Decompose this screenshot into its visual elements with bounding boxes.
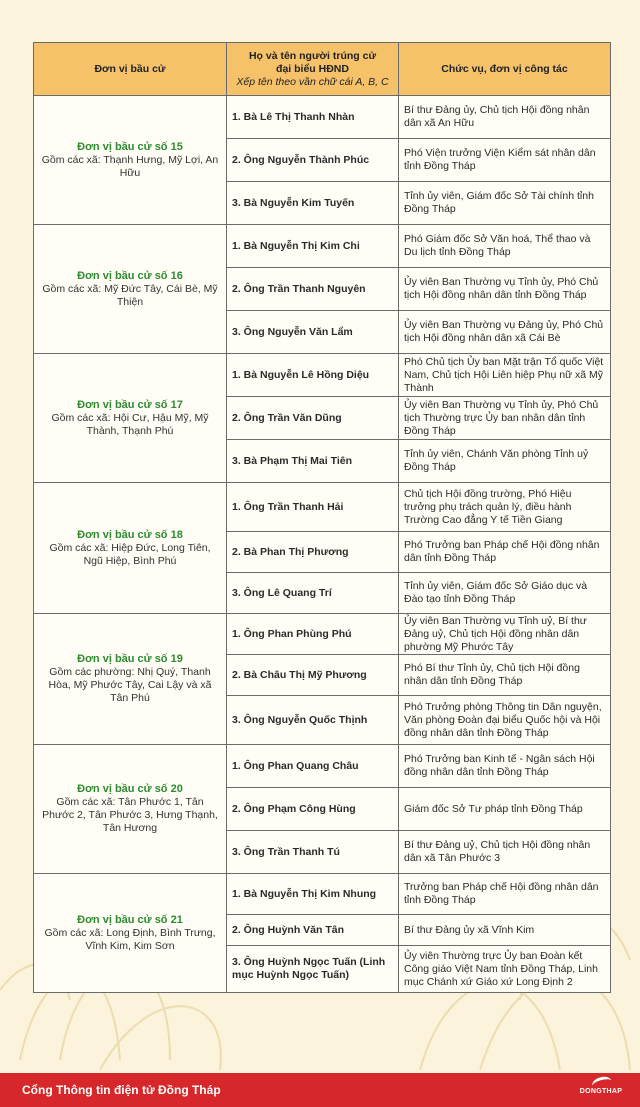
person-position: Tỉnh ủy viên, Giám đốc Sở Tài chính tỉnh Đồng Tháp: [399, 182, 611, 225]
person-name: 2. Ông Trần Văn Dũng: [227, 397, 399, 440]
person-position: Bí thư Đảng ủy xã Vĩnh Kim: [399, 915, 611, 946]
table-row: [34, 745, 611, 788]
person-name: 3. Ông Trần Thanh Tú: [227, 831, 399, 874]
portal-name: Cổng Thông tin điện tử Đồng Tháp: [22, 1083, 221, 1097]
person-position: Ủy viên Ban Thường vụ Đảng ủy, Phó Chủ tịch Hội đồng nhân dân xã Cái Bè: [399, 311, 611, 354]
person-name: 3. Ông Huỳnh Ngọc Tuấn (Linh mục Huỳnh Ngọc Tuấn): [227, 946, 399, 993]
unit-cell: [34, 483, 227, 614]
table-row: [34, 483, 611, 532]
person-position: Phó Trưởng ban Kinh tế - Ngân sách Hội đồng nhân dân tỉnh Đồng Tháp: [399, 745, 611, 788]
table-row: [34, 225, 611, 268]
person-name: 3. Ông Lê Quang Trí: [227, 573, 399, 614]
person-name: 3. Bà Nguyễn Kim Tuyến: [227, 182, 399, 225]
unit-description: Gồm các xã: Thạnh Hưng, Mỹ Lợi, An Hữu: [41, 153, 219, 179]
unit-cell: [34, 354, 227, 483]
unit-description: Gồm các xã: Tân Phước 1, Tân Phước 2, Tân Phước 3, Hưng Thạnh, Tân Hương: [42, 796, 218, 834]
person-position: Phó Viện trưởng Viện Kiểm sát nhân dân tỉnh Đồng Tháp: [399, 139, 611, 182]
person-name: 2. Ông Trần Thanh Nguyên: [227, 268, 399, 311]
person-name: 1. Bà Nguyễn Thị Kim Nhung: [227, 874, 399, 915]
person-position: Tỉnh ủy viên, Chánh Văn phòng Tỉnh uỷ Đồng Tháp: [399, 440, 611, 483]
person-name: 1. Bà Lê Thị Thanh Nhàn: [227, 96, 399, 139]
person-name: 3. Ông Nguyễn Quốc Thịnh: [227, 696, 399, 745]
header-unit: [34, 43, 227, 96]
unit-name: Đơn vị bầu cử số 18: [77, 528, 183, 541]
person-position: Ủy viên Ban Thường vụ Tỉnh uỷ, Bí thư Đảng uỷ, Chủ tịch Hội đồng nhân dân phường Mỹ Phước Tây: [399, 614, 611, 655]
person-position: Bí thư Đảng uỷ, Chủ tịch Hội đồng nhân dân xã Tân Phước 3: [399, 831, 611, 874]
unit-description: Gồm các xã: Hội Cư, Hậu Mỹ, Mỹ Thành, Thạnh Phú: [51, 411, 209, 437]
unit-name: Đơn vị bầu cử số 17: [77, 398, 183, 411]
unit-name: Đơn vị bầu cử số 21: [77, 913, 183, 926]
table-row: [34, 354, 611, 397]
person-name: 2. Ông Huỳnh Văn Tân: [227, 915, 399, 946]
unit-name: Đơn vị bầu cử số 15: [77, 140, 183, 153]
header-position: [399, 43, 611, 96]
person-position: Chủ tịch Hội đồng trường, Phó Hiệu trưởng phụ trách quản lý, điều hành Trường Cao đẳng Y tế Tiền Giang: [399, 483, 611, 532]
person-position: Phó Chủ tịch Ủy ban Mặt trận Tổ quốc Việt Nam, Chủ tịch Hội Liên hiệp Phụ nữ xã Mỹ Thành: [399, 354, 611, 397]
person-name: 2. Bà Châu Thị Mỹ Phương: [227, 655, 399, 696]
header-unit-label: Đơn vị bầu cử: [94, 62, 166, 75]
unit-description: Gồm các xã: Mỹ Đức Tây, Cái Bè, Mỹ Thiện: [42, 282, 218, 308]
table-row: [34, 96, 611, 139]
header-person-sub: Xếp tên theo vần chữ cái A, B, C: [236, 75, 389, 88]
person-position: Phó Giám đốc Sở Văn hoá, Thể thao và Du lịch tỉnh Đồng Tháp: [399, 225, 611, 268]
person-position: Ủy viên Thường trực Ủy ban Đoàn kết Công giáo Việt Nam tỉnh Đồng Tháp, Linh mục Chánh xứ Giáo xứ Long Định 2: [399, 946, 611, 993]
person-name: 3. Bà Phạm Thị Mai Tiên: [227, 440, 399, 483]
header-person-line1: Họ và tên người trúng cử: [248, 49, 377, 62]
unit-name: Đơn vị bầu cử số 19: [77, 653, 183, 665]
person-position: Bí thư Đảng ủy, Chủ tịch Hội đồng nhân dân xã An Hữu: [399, 96, 611, 139]
unit-cell: [34, 745, 227, 874]
person-position: Ủy viên Ban Thường vụ Tỉnh ủy, Phó Chủ tịch Hội đồng nhân dân tỉnh Đồng Tháp: [399, 268, 611, 311]
person-name: 1. Ông Trần Thanh Hải: [227, 483, 399, 532]
unit-name: Đơn vị bầu cử số 16: [77, 269, 183, 282]
person-name: 2. Bà Phan Thị Phương: [227, 532, 399, 573]
person-position: Tỉnh ủy viên, Giám đốc Sở Giáo dục và Đào tạo tỉnh Đồng Tháp: [399, 573, 611, 614]
footer-bar: [0, 1073, 640, 1107]
person-name: 2. Ông Nguyễn Thành Phúc: [227, 139, 399, 182]
person-name: 2. Ông Phạm Công Hùng: [227, 788, 399, 831]
unit-cell: [34, 96, 227, 225]
unit-cell: [34, 874, 227, 993]
person-name: 3. Ông Nguyễn Văn Lẩm: [227, 311, 399, 354]
dongthap-logo: [570, 1077, 632, 1103]
header-person: [227, 43, 399, 96]
header-position-label: Chức vụ, đơn vị công tác: [441, 62, 568, 75]
table-header-row: [34, 43, 611, 96]
person-position: Phó Trưởng ban Pháp chế Hội đồng nhân dân tỉnh Đồng Tháp: [399, 532, 611, 573]
person-name: 1. Bà Nguyễn Lê Hồng Diệu: [227, 354, 399, 397]
header-person-line2: đại biểu HĐND: [276, 62, 349, 75]
logo-text: DONGTHAP: [579, 1088, 623, 1095]
person-name: 1. Bà Nguyễn Thị Kim Chi: [227, 225, 399, 268]
person-name: 1. Ông Phan Quang Châu: [227, 745, 399, 788]
unit-cell: [34, 225, 227, 354]
person-name: 1. Ông Phan Phùng Phú: [227, 614, 399, 655]
person-position: Phó Bí thư Tỉnh ủy, Chủ tịch Hội đồng nhân dân tỉnh Đồng Tháp: [399, 655, 611, 696]
person-position: Giám đốc Sở Tư pháp tỉnh Đồng Tháp: [399, 788, 611, 831]
table-row: [34, 614, 611, 655]
unit-description: Gồm các xã: Long Định, Bình Trưng, Vĩnh Kim, Kim Sơn: [44, 926, 216, 952]
person-position: Phó Trưởng phòng Thông tin Dân nguyện, Văn phòng Đoàn đại biểu Quốc hội và Hội đồng nhân dân tỉnh Đồng Tháp: [399, 696, 611, 745]
table-row: [34, 874, 611, 915]
unit-description: Gồm các xã: Hiệp Đức, Long Tiên, Ngũ Hiệp, Bình Phú: [49, 541, 211, 567]
person-position: Trưởng ban Pháp chế Hội đồng nhân dân tỉnh Đồng Tháp: [399, 874, 611, 915]
unit-name: Đơn vị bầu cử số 20: [77, 783, 183, 795]
unit-cell: [34, 614, 227, 745]
election-results-table: [33, 42, 611, 993]
person-position: Ủy viên Ban Thường vụ Tỉnh ủy, Phó Chủ tịch Thường trực Ủy ban nhân dân tỉnh Đồng Tháp: [399, 397, 611, 440]
unit-description: Gồm các phường: Nhị Quý, Thanh Hòa, Mỹ Phước Tây, Cai Lậy và xã Tân Phú: [48, 666, 212, 704]
